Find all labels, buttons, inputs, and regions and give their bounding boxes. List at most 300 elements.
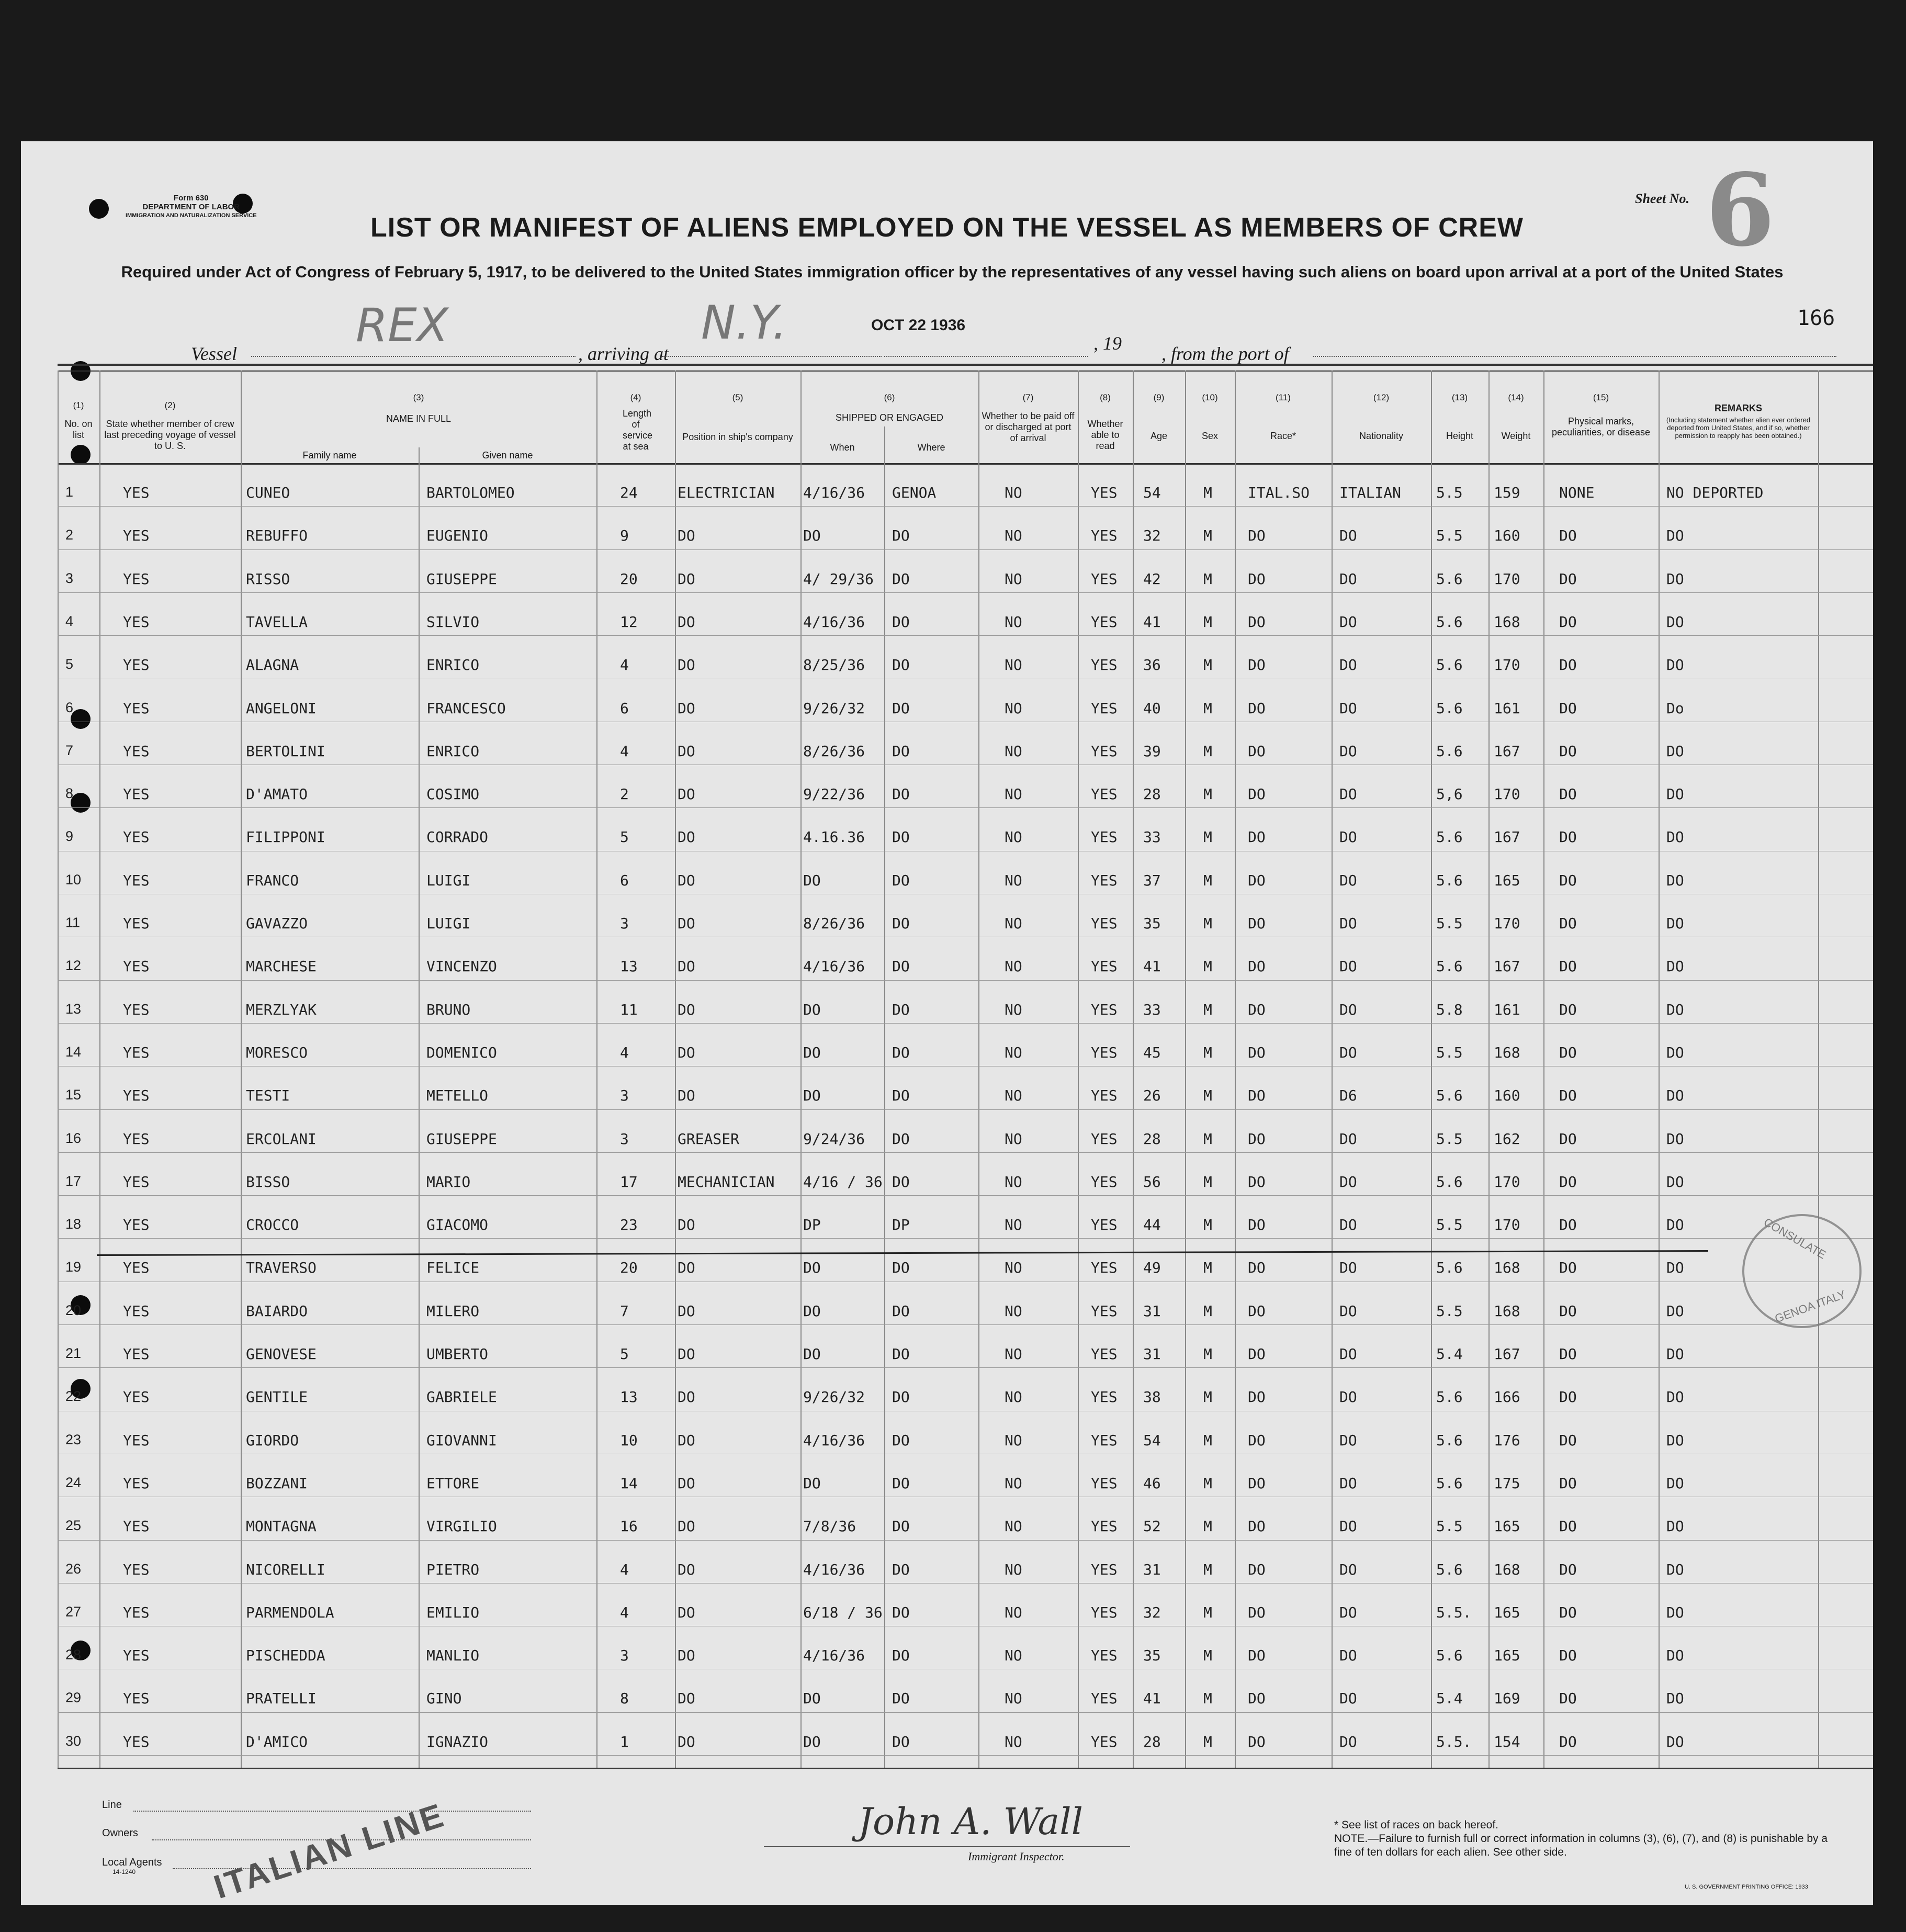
cell-crew-status: YES <box>123 742 150 760</box>
cell-engaged-where: GENOA <box>892 484 937 501</box>
cell-remarks: DO <box>1666 527 1684 545</box>
cell-crew-status: YES <box>123 1431 150 1449</box>
cell-nationality: DO <box>1339 785 1357 803</box>
cell-paid-off: NO <box>1005 484 1022 501</box>
cell-paid-off: NO <box>1005 871 1022 889</box>
cell-nationality: DO <box>1339 828 1357 846</box>
cell-position: DO <box>678 1603 695 1621</box>
cell-crew-status: YES <box>123 1345 150 1363</box>
cell-engaged-when: DO <box>803 1043 821 1061</box>
cell-age: 32 <box>1143 527 1161 545</box>
port-line <box>1313 356 1836 357</box>
cell-family-name: GENOVESE <box>246 1345 317 1363</box>
cell-weight: 168 <box>1494 1560 1520 1578</box>
cell-service-length: 4 <box>620 742 629 760</box>
cell-engaged-where: DO <box>892 1518 910 1535</box>
cell-weight: 168 <box>1494 1043 1520 1061</box>
cell-physical-marks: DO <box>1559 958 1577 975</box>
cell-weight: 167 <box>1494 1345 1520 1363</box>
cell-physical-marks: DO <box>1559 742 1577 760</box>
cell-position: DO <box>678 656 695 674</box>
sheet-number: 6 <box>1706 152 1775 268</box>
cell-physical-marks: DO <box>1559 915 1577 932</box>
cell-engaged-where: DO <box>892 527 910 545</box>
cell-race: DO <box>1248 1647 1266 1665</box>
cell-engaged-where: DO <box>892 1173 910 1190</box>
cell-able-to-read: YES <box>1091 1302 1118 1320</box>
cell-engaged-where: DO <box>892 1043 910 1061</box>
cell-remarks: DO <box>1666 1647 1684 1665</box>
cell-race: ITAL.SO <box>1248 484 1310 501</box>
cell-remarks: DO <box>1666 1388 1684 1406</box>
cell-weight: 170 <box>1494 1173 1520 1190</box>
cell-crew-status: YES <box>123 1518 150 1535</box>
cell-remarks: DO <box>1666 958 1684 975</box>
cell-age: 44 <box>1143 1216 1161 1234</box>
cell-sex: M <box>1203 570 1212 588</box>
cell-family-name: ALAGNA <box>246 656 299 674</box>
table-row-rule <box>58 980 1873 981</box>
cell-sex: M <box>1203 1043 1212 1061</box>
cell-physical-marks: DO <box>1559 785 1577 803</box>
cell-service-length: 11 <box>620 1001 638 1018</box>
cell-height: 5.6 <box>1436 656 1463 674</box>
penalty-note: NOTE.—Failure to furnish full or correct information in columns (3), (6), (7), and (8) is punishable by a fine of ten dollars for each alien. See other side. <box>1334 1833 1828 1858</box>
cell-physical-marks: DO <box>1559 1518 1577 1535</box>
cell-race: DO <box>1248 1560 1266 1578</box>
cell-sex: M <box>1203 484 1212 501</box>
cell-weight: 160 <box>1494 527 1520 545</box>
table-row-rule <box>58 549 1873 550</box>
cell-service-length: 4 <box>620 1560 629 1578</box>
cell-paid-off: NO <box>1005 527 1022 545</box>
footer-notes <box>1334 1818 1836 1859</box>
cell-able-to-read: YES <box>1091 915 1118 932</box>
cell-given-name: CORRADO <box>426 828 489 846</box>
cell-able-to-read: YES <box>1091 785 1118 803</box>
cell-height: 5.6 <box>1436 1173 1463 1190</box>
cell-family-name: NICORELLI <box>246 1560 325 1578</box>
cell-position: DO <box>678 742 695 760</box>
cell-remarks: DO <box>1666 656 1684 674</box>
cell-weight: 154 <box>1494 1733 1520 1750</box>
cell-engaged-where: DO <box>892 1345 910 1363</box>
cell-able-to-read: YES <box>1091 1474 1118 1492</box>
cell-engaged-when: 8/26/36 <box>803 742 865 760</box>
cell-age: 41 <box>1143 613 1161 631</box>
cell-remarks: DO <box>1666 915 1684 932</box>
signature-line <box>764 1846 1130 1847</box>
cell-crew-status: YES <box>123 1173 150 1190</box>
cell-engaged-when: 9/24/36 <box>803 1130 865 1148</box>
cell-age: 35 <box>1143 915 1161 932</box>
cell-engaged-where: DO <box>892 828 910 846</box>
cell-engaged-where: DO <box>892 699 910 717</box>
cell-remarks: DO <box>1666 1087 1684 1105</box>
cell-given-name: FELICE <box>426 1259 480 1277</box>
table-row-rule <box>58 1712 1873 1713</box>
cell-paid-off: NO <box>1005 1560 1022 1578</box>
cell-paid-off: NO <box>1005 1087 1022 1105</box>
cell-engaged-when: DO <box>803 527 821 545</box>
cell-able-to-read: YES <box>1091 1431 1118 1449</box>
cell-service-length: 3 <box>620 1087 629 1105</box>
cell-race: DO <box>1248 1173 1266 1190</box>
cell-service-length: 13 <box>620 958 638 975</box>
cell-position: DO <box>678 1259 695 1277</box>
cell-race: DO <box>1248 1043 1266 1061</box>
cell-sex: M <box>1203 1733 1212 1750</box>
cell-remarks: DO <box>1666 871 1684 889</box>
cell-paid-off: NO <box>1005 915 1022 932</box>
table-row-rule <box>58 1195 1873 1196</box>
column-line <box>419 447 420 1768</box>
cell-engaged-when: DO <box>803 1302 821 1320</box>
cell-service-length: 3 <box>620 1647 629 1665</box>
cell-given-name: PIETRO <box>426 1560 480 1578</box>
cell-sex: M <box>1203 1690 1212 1708</box>
cell-engaged-when: 4/16/36 <box>803 1431 865 1449</box>
cell-sex: M <box>1203 1603 1212 1621</box>
cell-row-number: 12 <box>65 958 82 974</box>
cell-given-name: GIUSEPPE <box>426 570 497 588</box>
cell-race: DO <box>1248 915 1266 932</box>
cell-row-number: 26 <box>65 1560 82 1577</box>
cell-row-number: 20 <box>65 1302 82 1318</box>
cell-given-name: COSIMO <box>426 785 480 803</box>
cell-nationality: DO <box>1339 527 1357 545</box>
cell-service-length: 1 <box>620 1733 629 1750</box>
column-number: (7) <box>1022 392 1034 402</box>
cell-service-length: 12 <box>620 613 638 631</box>
cell-race: DO <box>1248 1259 1266 1277</box>
cell-paid-off: NO <box>1005 742 1022 760</box>
cell-given-name: GIOVANNI <box>426 1431 497 1449</box>
cell-crew-status: YES <box>123 1216 150 1234</box>
cell-age: 54 <box>1143 1431 1161 1449</box>
cell-crew-status: YES <box>123 958 150 975</box>
cell-family-name: BAIARDO <box>246 1302 308 1320</box>
cell-physical-marks: DO <box>1559 1647 1577 1665</box>
cell-height: 5.4 <box>1436 1345 1463 1363</box>
cell-nationality: DO <box>1339 958 1357 975</box>
cell-nationality: DO <box>1339 1043 1357 1061</box>
agents-label: Local Agents <box>102 1857 162 1868</box>
cell-paid-off: NO <box>1005 1431 1022 1449</box>
cell-able-to-read: YES <box>1091 613 1118 631</box>
cell-physical-marks: DO <box>1559 1087 1577 1105</box>
cell-engaged-where: DO <box>892 1431 910 1449</box>
cell-row-number: 29 <box>65 1690 82 1706</box>
cell-family-name: CUNEO <box>246 484 290 501</box>
cell-race: DO <box>1248 1518 1266 1535</box>
column-line <box>1431 370 1432 1768</box>
cell-engaged-where: DO <box>892 1690 910 1708</box>
cell-engaged-where: DO <box>892 1130 910 1148</box>
cell-paid-off: NO <box>1005 570 1022 588</box>
cell-paid-off: NO <box>1005 656 1022 674</box>
cell-race: DO <box>1248 699 1266 717</box>
cell-row-number: 23 <box>65 1431 82 1447</box>
vessel-line <box>251 356 576 357</box>
cell-engaged-where: DO <box>892 785 910 803</box>
cell-age: 33 <box>1143 828 1161 846</box>
column-line <box>1185 370 1186 1768</box>
cell-position: DO <box>678 1474 695 1492</box>
column-header: Height <box>1446 431 1474 441</box>
cell-nationality: DO <box>1339 871 1357 889</box>
cell-able-to-read: YES <box>1091 742 1118 760</box>
italian-line-stamp: ITALIAN LINE <box>209 1795 450 1906</box>
column-line <box>1332 370 1333 1768</box>
cell-height: 5.6 <box>1436 871 1463 889</box>
cell-engaged-when: 4/16/36 <box>803 1647 865 1665</box>
cell-crew-status: YES <box>123 656 150 674</box>
cell-physical-marks: DO <box>1559 1259 1577 1277</box>
cell-sex: M <box>1203 1431 1212 1449</box>
inspector-signature: John A. Wall <box>858 1800 1084 1843</box>
cell-engaged-where: DO <box>892 1603 910 1621</box>
cell-physical-marks: DO <box>1559 871 1577 889</box>
cell-remarks: DO <box>1666 1431 1684 1449</box>
cell-height: 5.6 <box>1436 1087 1463 1105</box>
agents-code: 14-1240 <box>112 1868 136 1875</box>
cell-engaged-when: DO <box>803 1474 821 1492</box>
column-number: (2) <box>164 400 176 410</box>
cell-able-to-read: YES <box>1091 699 1118 717</box>
cell-sex: M <box>1203 527 1212 545</box>
cell-position: DO <box>678 1647 695 1665</box>
cell-nationality: DO <box>1339 1603 1357 1621</box>
cell-paid-off: NO <box>1005 1001 1022 1018</box>
cell-given-name: SILVIO <box>426 613 480 631</box>
cell-able-to-read: YES <box>1091 1001 1118 1018</box>
cell-service-length: 24 <box>620 484 638 501</box>
table-bottom-rule <box>58 1768 1873 1769</box>
cell-race: DO <box>1248 656 1266 674</box>
cell-family-name: MONTAGNA <box>246 1518 317 1535</box>
cell-able-to-read: YES <box>1091 828 1118 846</box>
cell-race: DO <box>1248 742 1266 760</box>
cell-sex: M <box>1203 1001 1212 1018</box>
cell-age: 49 <box>1143 1259 1161 1277</box>
cell-nationality: DO <box>1339 1474 1357 1492</box>
column-header: Whether able to read <box>1087 419 1123 451</box>
cell-remarks: DO <box>1666 1043 1684 1061</box>
vessel-name: REX <box>356 298 449 352</box>
cell-row-number: 24 <box>65 1474 82 1490</box>
cell-family-name: ERCOLANI <box>246 1130 317 1148</box>
cell-nationality: DO <box>1339 1388 1357 1406</box>
cell-service-length: 20 <box>620 1259 638 1277</box>
cell-remarks: NO DEPORTED <box>1666 484 1764 501</box>
cell-race: DO <box>1248 1302 1266 1320</box>
cell-engaged-when: 4/16 / 36 <box>803 1173 883 1190</box>
cell-race: DO <box>1248 1087 1266 1105</box>
cell-physical-marks: DO <box>1559 1431 1577 1449</box>
cell-physical-marks: DO <box>1559 1043 1577 1061</box>
arriving-line <box>662 356 882 357</box>
column-header: Weight <box>1501 431 1531 441</box>
cell-race: DO <box>1248 570 1266 588</box>
cell-position: DO <box>678 613 695 631</box>
column-line <box>241 370 242 1768</box>
cell-engaged-when: DO <box>803 1087 821 1105</box>
cell-remarks: DO <box>1666 1345 1684 1363</box>
column-header: Age <box>1150 431 1168 441</box>
cell-sex: M <box>1203 1173 1212 1190</box>
cell-able-to-read: YES <box>1091 1216 1118 1234</box>
cell-position: ELECTRICIAN <box>678 484 775 501</box>
cell-position: DO <box>678 570 695 588</box>
cell-physical-marks: NONE <box>1559 484 1595 501</box>
column-number: (9) <box>1153 392 1165 402</box>
cell-family-name: TAVELLA <box>246 613 308 631</box>
column-number: (11) <box>1276 392 1291 402</box>
cell-engaged-where: DO <box>892 1259 910 1277</box>
cell-nationality: DO <box>1339 1431 1357 1449</box>
cell-crew-status: YES <box>123 613 150 631</box>
cell-row-number: 10 <box>65 871 82 888</box>
cell-physical-marks: DO <box>1559 1001 1577 1018</box>
cell-family-name: ANGELONI <box>246 699 317 717</box>
cell-given-name: VINCENZO <box>426 958 497 975</box>
cell-physical-marks: DO <box>1559 1474 1577 1492</box>
remarks-subheader: (Including statement whether alien ever ordered deported from United States, and if so, whether permission to reapply has been obtained.) <box>1666 416 1811 440</box>
cell-age: 41 <box>1143 1690 1161 1708</box>
cell-engaged-where: DO <box>892 1388 910 1406</box>
cell-position: DO <box>678 527 695 545</box>
cell-weight: 167 <box>1494 742 1520 760</box>
cell-row-number: 11 <box>65 915 81 930</box>
column-number: (3) <box>413 392 424 402</box>
cell-race: DO <box>1248 1603 1266 1621</box>
cell-family-name: BERTOLINI <box>246 742 325 760</box>
cell-physical-marks: DO <box>1559 1216 1577 1234</box>
cell-row-number: 6 <box>65 699 74 715</box>
cell-given-name: BARTOLOMEO <box>426 484 515 501</box>
cell-position: DO <box>678 1690 695 1708</box>
cell-nationality: DO <box>1339 570 1357 588</box>
column-subheader: Family name <box>302 450 357 460</box>
cell-race: DO <box>1248 1690 1266 1708</box>
cell-sex: M <box>1203 656 1212 674</box>
cell-crew-status: YES <box>123 1001 150 1018</box>
column-header: Race* <box>1270 431 1296 441</box>
printer-imprint: U. S. GOVERNMENT PRINTING OFFICE: 1933 <box>1685 1884 1808 1890</box>
cell-physical-marks: DO <box>1559 828 1577 846</box>
column-header: Position in ship's company <box>682 432 793 442</box>
cell-weight: 165 <box>1494 1518 1520 1535</box>
cell-crew-status: YES <box>123 570 150 588</box>
cell-position: DO <box>678 1345 695 1363</box>
cell-able-to-read: YES <box>1091 1087 1118 1105</box>
cell-row-number: 3 <box>65 570 74 586</box>
cell-engaged-when: DO <box>803 1690 821 1708</box>
arrival-port: N.Y. <box>701 296 787 350</box>
cell-weight: 161 <box>1494 699 1520 717</box>
column-number: (5) <box>732 392 743 402</box>
cell-able-to-read: YES <box>1091 484 1118 501</box>
cell-family-name: PRATELLI <box>246 1690 317 1708</box>
cell-given-name: BRUNO <box>426 1001 471 1018</box>
cell-sex: M <box>1203 742 1212 760</box>
cell-able-to-read: YES <box>1091 1043 1118 1061</box>
cell-age: 56 <box>1143 1173 1161 1190</box>
department-name: DEPARTMENT OF LABOR <box>142 203 240 211</box>
cell-height: 5.6 <box>1436 570 1463 588</box>
cell-family-name: D'AMATO <box>246 785 308 803</box>
cell-row-number: 17 <box>65 1173 82 1189</box>
cell-race: DO <box>1248 871 1266 889</box>
column-line <box>596 370 597 1768</box>
cell-family-name: CROCCO <box>246 1216 299 1234</box>
cell-remarks: DO <box>1666 1302 1684 1320</box>
cell-engaged-when: 4/16/36 <box>803 484 865 501</box>
cell-paid-off: NO <box>1005 1690 1022 1708</box>
cell-position: DO <box>678 1001 695 1018</box>
cell-family-name: PISCHEDDA <box>246 1647 325 1665</box>
cell-nationality: ITALIAN <box>1339 484 1402 501</box>
column-line <box>675 370 676 1768</box>
cell-remarks: DO <box>1666 1130 1684 1148</box>
cell-age: 42 <box>1143 570 1161 588</box>
cell-paid-off: NO <box>1005 1043 1022 1061</box>
cell-service-length: 9 <box>620 527 629 545</box>
cell-remarks: DO <box>1666 785 1684 803</box>
cell-service-length: 3 <box>620 915 629 932</box>
cell-nationality: DO <box>1339 1259 1357 1277</box>
cell-height: 5.5 <box>1436 1043 1463 1061</box>
cell-crew-status: YES <box>123 484 150 501</box>
cell-sex: M <box>1203 785 1212 803</box>
cell-sex: M <box>1203 613 1212 631</box>
cell-engaged-when: 4.16.36 <box>803 828 865 846</box>
column-header: Length of service at sea <box>623 408 653 452</box>
column-line <box>1235 370 1236 1768</box>
cell-able-to-read: YES <box>1091 1173 1118 1190</box>
cell-remarks: DO <box>1666 570 1684 588</box>
cell-able-to-read: YES <box>1091 1345 1118 1363</box>
cell-nationality: DO <box>1339 699 1357 717</box>
column-number: (13) <box>1451 392 1468 402</box>
cell-service-length: 3 <box>620 1130 629 1148</box>
cell-sex: M <box>1203 699 1212 717</box>
cell-nationality: DO <box>1339 656 1357 674</box>
cell-weight: 165 <box>1494 1603 1520 1621</box>
cell-engaged-when: DP <box>803 1216 821 1234</box>
cell-able-to-read: YES <box>1091 1518 1118 1535</box>
cell-position: DO <box>678 915 695 932</box>
cell-family-name: PARMENDOLA <box>246 1603 334 1621</box>
form-number: Form 630 <box>173 194 209 203</box>
cell-row-number: 19 <box>65 1259 82 1275</box>
cell-height: 5.6 <box>1436 1259 1463 1277</box>
cell-race: DO <box>1248 1001 1266 1018</box>
cell-weight: 170 <box>1494 915 1520 932</box>
cell-height: 5.6 <box>1436 699 1463 717</box>
table-row-rule <box>58 635 1873 636</box>
cell-physical-marks: DO <box>1559 1302 1577 1320</box>
cell-sex: M <box>1203 1087 1212 1105</box>
cell-physical-marks: DO <box>1559 570 1577 588</box>
cell-nationality: DO <box>1339 1560 1357 1578</box>
cell-engaged-where: DO <box>892 742 910 760</box>
cell-age: 28 <box>1143 1733 1161 1750</box>
cell-engaged-when: 8/26/36 <box>803 915 865 932</box>
cell-engaged-where: DO <box>892 570 910 588</box>
cell-physical-marks: DO <box>1559 613 1577 631</box>
